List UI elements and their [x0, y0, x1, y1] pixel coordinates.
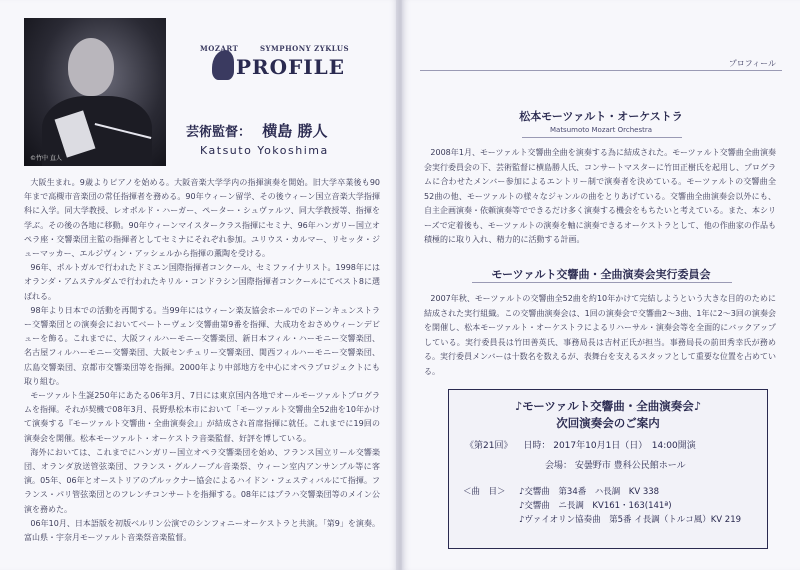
bio-paragraph: モーツァルト生誕250年にあたる06年3月、7日には東京国内各地でオールモーツァルトプログラムを指揮。それが契機で08年3月、長野県松本市において「モーツァルト交響曲全52曲を10年かけて演奏する『モーツァルト交響曲・全曲演奏会』」が結成され首席指揮に就任。これまでに19回の演奏会を開催。松本モーツァルト・オーケストラ音楽監督、好評を博している。 — [24, 391, 380, 443]
committee-title: モーツァルト交響曲・全曲演奏会実行委員会 — [491, 268, 711, 281]
program-items — [519, 485, 759, 527]
concert-venue-row — [545, 458, 686, 471]
committee-description — [424, 292, 776, 379]
series-mini-header — [200, 44, 349, 53]
committee-paragraph: 2007年秋、モーツァルトの交響曲全52曲を約10年かけて完結しようという大きな目的のために結成された実行組織。この交響曲演奏会は、1回の演奏会で交響曲2〜3曲、1年に2〜3回の演奏会を開催し、松本モーツァルト・オーケストラによるリハーサル・演奏会等を全面的にバックアップしている。実行委員長は竹田善英氏、事務局長は吉村正氏が担当。事務局長の前田秀幸氏が務める。実行委員メンバーは十数名を数えるが、表舞台を支えるスタッフとして重要な位置を占めている。 — [424, 294, 776, 376]
orchestra-rule — [522, 137, 682, 138]
orchestra-description — [424, 146, 776, 248]
orchestra-title: 松本モーツァルト・オーケストラ — [519, 110, 683, 123]
director-name-line — [186, 120, 327, 141]
program-item: ♪ヴァイオリン協奏曲 第5番 イ長調（トルコ風）KV 219 — [519, 515, 742, 525]
series-mini-mozart: MOZART — [200, 44, 239, 53]
venue-value: 安曇野市 豊科公民館ホール — [574, 461, 686, 471]
program-item: ♪交響曲 第34番 ハ長調 KV 338 — [519, 487, 660, 497]
conductor-photo — [24, 18, 166, 166]
director-name-jp: 横島 勝人 — [262, 122, 328, 140]
mozart-silhouette-icon — [212, 50, 234, 80]
bio-paragraph: 96年、ポルトガルで行われたドミエン国際指揮者コンクール、セミファイナリスト。1998年にはオランダ・アムステルダムで行われたキリル・コンドラシン国際指揮者コンクールにてベスト8に選ばれる。 — [24, 263, 380, 301]
box-title-line2: 次回演奏会のご案内 — [556, 416, 660, 430]
bio-paragraph: 06年10月、日本語版を初版ベルリン公演でのシンフォニーオーケストラと共演。「第9」を演奏。富山県・宇奈月モーツァルト音楽祭音楽監督。 — [24, 518, 380, 543]
bio-paragraph: 大阪生まれ。9歳よりピアノを始める。大阪音楽大学学内の指揮演奏を開始。旧大学卒業後も90年まで高槻市音楽団の常任指揮者を務める。90年ウィーン留学、その後ウィーン国立音楽大学指揮科に入学。同大学教授、レオポルド・ハーガー、ペーター・シュヴァルツ、同大学教授等、指揮を学ぶ。その後の各地に移動。90年ウィーンマイスタークラス指揮にセミナ、96年ハンガリー国立オペラ座・交響楽団主監の指揮者としてセミナにそれぞれ参加。ユリウス・カルマー、リセッタ・ジューマッカー、エルジヴィン・アッシェルから指揮の薫陶を受ける。 — [24, 178, 380, 259]
orchestra-title-en: Matsumoto Mozart Orchestra — [549, 126, 653, 134]
next-concert-box — [448, 389, 768, 549]
orchestra-paragraph: 2008年1月、モーツァルト交響曲全曲を演奏する為に結成された。モーツァルト交響曲全曲演奏会実行委員会の下、芸術監督に横島勝人氏、コンサートマスターに竹田正樹氏を起用し、プログラムに合わせたメンバー参加によるエントリー制で演奏者を決めている。モーツァルトの交響曲全52曲の他、モーツァルトの様々なジャンルの曲をとりあげている。交響曲全曲演奏会以外にも、自主企画演奏・依頼演奏等でできるだけ多く演奏する機会をもちたいと考えている。また、本シリーズで定着後も、モーツァルトの演奏を軸に演奏できるオーケストラとして、他の作曲家の作品も積極的に取り入れ、精力的に活動する計画。 — [424, 148, 776, 244]
concert-date-row — [465, 438, 696, 451]
program-item: ♪交響曲 ニ長調 KV161・163(141ª) — [519, 501, 672, 511]
page-header: プロフィール — [728, 59, 776, 68]
left-page — [0, 0, 398, 570]
bio-paragraph: 98年より日本での活動を再開する。当99年にはウィーン楽友協会ホールでのドーンキュンストラー交響楽団との演奏会においてベートーヴェン交響曲第9番を指揮、大成功をおさめウィーンデビューを飾る。これまでに、大阪フィルハーモニー交響楽団、新日本フィル・ハーモニー交響楽団、名古屋フィルハーモニー交響楽団、大阪センチュリー交響楽団、関西フィルハーモニー交響楽団、広島交響楽団、京都市交響楽団等を指揮。2000年より中部地方を中心にオペラプロジェクトにも取り組む。 — [24, 305, 380, 386]
concert-edition: 《第21回》 — [465, 441, 513, 451]
biography — [24, 176, 380, 545]
header-rule — [420, 70, 782, 71]
box-title-line1: ♪モーツァルト交響曲・全曲演奏会♪ — [514, 399, 702, 413]
series-mini-sub: SYMPHONY ZYKLUS — [260, 44, 349, 53]
date-label: 日時： — [523, 441, 551, 451]
date-value: 2017年10月1日（日） 14:00開演 — [553, 441, 696, 451]
venue-label: 会場： — [545, 461, 573, 471]
photo-head-shape — [68, 38, 114, 96]
director-name-en: Katsuto Yokoshima — [200, 144, 329, 157]
right-page — [402, 0, 800, 570]
profile-title: PROFILE — [236, 55, 345, 79]
committee-rule — [472, 282, 732, 283]
director-role: 芸術監督： — [186, 125, 252, 140]
bio-paragraph: 海外においては、これまでにハンガリー国立オペラ交響楽団を始め、フランス国立リール交響楽団、オランダ放送管弦楽団、フランス・グルノーブル音楽祭、ウィーン室内アンサンブル等に客演。05年、06年とオーストリアのブルックナー協会によるハイドン・フェスティバルにて指揮。フランス・パリ管弦楽団とのフレンチコンサートを指揮する。08年にはプラハ交響楽団等のメイン公演を務めた。 — [24, 447, 380, 514]
program-label: ＜曲 目＞ — [463, 487, 506, 497]
photo-credit: ©竹中 直人 — [30, 155, 62, 162]
